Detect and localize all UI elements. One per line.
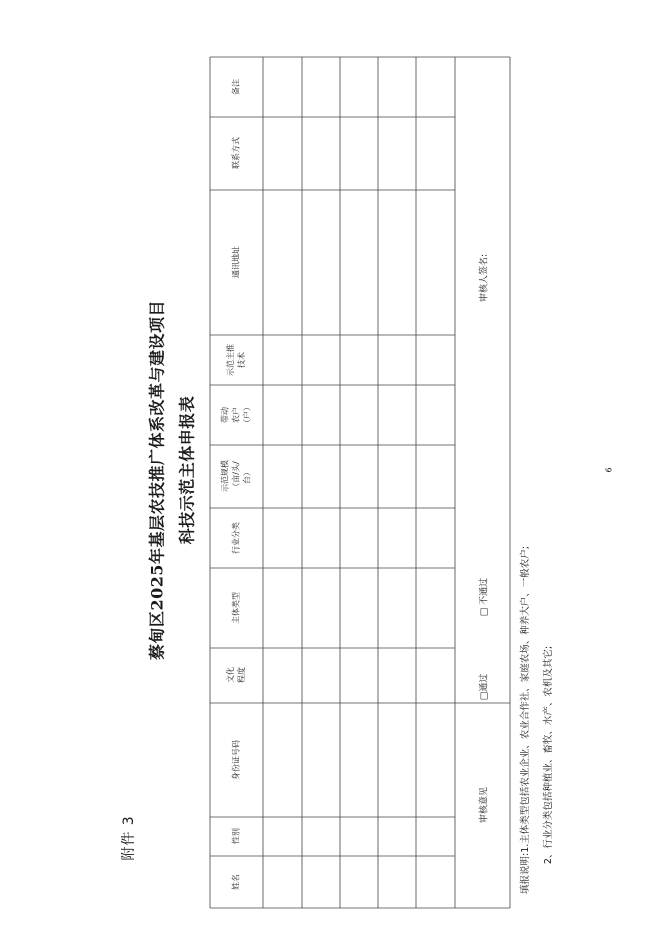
col-header-name: 姓名 xyxy=(231,874,241,890)
col-header-farmers: 带动 农户 （户） xyxy=(220,403,252,427)
col-header-education: 文化 程度 xyxy=(226,667,246,683)
note-line-2: 2、行业分类包括种植业、畜牧、水产、农机及其它; xyxy=(543,645,554,865)
form-title: 蔡甸区2025年基层农技推广体系改革与建设项目 xyxy=(147,299,167,661)
col-header-contact: 联系方式 xyxy=(231,137,241,169)
note-line-1: 填报说明:1.主体类型包括农业企业、农业合作社、家庭农场、种养大户、一般农户; xyxy=(520,546,531,894)
col-header-entity-type: 主体类型 xyxy=(231,592,241,624)
pass-checkbox[interactable]: □通过 xyxy=(479,673,490,701)
form-subtitle: 科技示范主体申报表 xyxy=(177,395,197,545)
col-header-address: 通讯地址 xyxy=(231,246,241,278)
fail-checkbox[interactable]: □ 不通过 xyxy=(479,577,490,617)
col-header-scale: 示范规模 （亩/头/ 台） xyxy=(220,460,252,492)
reviewer-signature: 审核人签名: xyxy=(479,253,490,303)
review-label: 审核意见 xyxy=(479,786,490,824)
col-header-remarks: 备注 xyxy=(231,79,241,95)
col-header-id-number: 身份证号码 xyxy=(231,740,241,780)
page-number: 6 xyxy=(604,467,614,473)
col-header-technology: 示范主推 技术 xyxy=(226,344,246,376)
annex-label: 附件 3 xyxy=(121,815,137,861)
col-header-industry: 行业分类 xyxy=(231,522,241,554)
col-header-gender: 性别 xyxy=(231,828,241,844)
